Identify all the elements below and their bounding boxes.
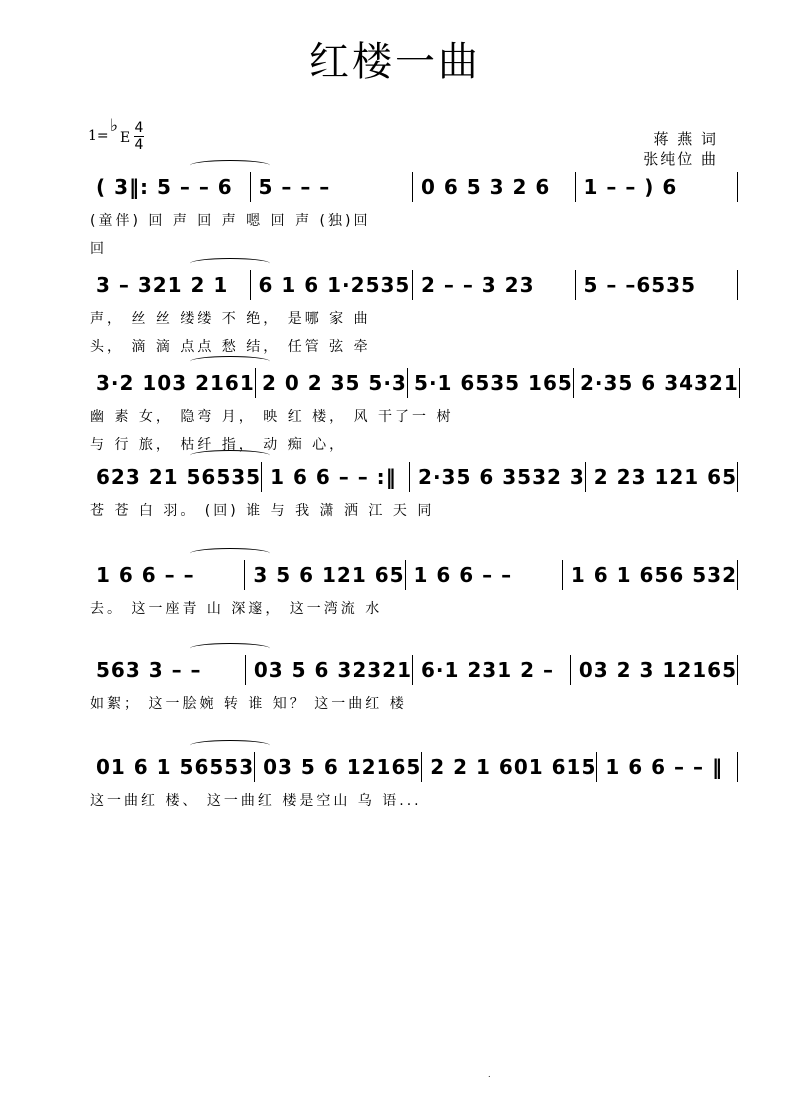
measure: 1 6 6 – – :‖ <box>270 465 397 489</box>
key-prefix: 1= <box>88 128 109 144</box>
lyric-line: 这一曲红 楼、 这一曲红 楼是空山 乌 语... <box>90 793 422 809</box>
measure: 1 6 6 – – ‖ <box>605 755 723 779</box>
slur-mark <box>190 548 270 559</box>
score-system <box>0 270 790 370</box>
measure: 5 – –6535 <box>583 273 697 297</box>
lyricist-credit: 蒋 燕 词 <box>653 130 718 148</box>
notes-row <box>90 560 740 590</box>
measure: 1 – – ) 6 <box>583 175 678 199</box>
footer-dot: . <box>488 1070 491 1079</box>
bar-line <box>737 655 740 685</box>
slur-mark <box>190 356 270 367</box>
measure: 01 6 1 56553 <box>96 755 255 779</box>
lyric-line: 头， 滴 滴 点点 愁 结， 任管 弦 牵 <box>90 339 371 355</box>
measure: 5 – – – <box>258 175 331 199</box>
lyric-line: 回 <box>90 241 107 257</box>
composer-credit: 张纯位 曲 <box>643 150 718 168</box>
time-top: 4 <box>134 120 144 136</box>
measure: 2 2 1 601 615 <box>430 755 597 779</box>
measure: 03 2 3 12165 <box>578 658 737 682</box>
measure: 03 5 6 12165 <box>263 755 422 779</box>
time-signature <box>134 120 144 153</box>
measure: 0 6 5 3 2 6 <box>421 175 551 199</box>
measure: 3 – 321 2 1 <box>96 273 229 297</box>
score-system <box>0 462 790 562</box>
measure: 1 6 1 656 532 <box>570 563 738 587</box>
key-note: E <box>120 130 131 146</box>
measure: 2·35 6 34321 <box>580 371 739 395</box>
notes-row <box>90 270 740 300</box>
measure: 5·1 6535 165 <box>414 371 573 395</box>
measure: 03 5 6 32321 <box>253 658 412 682</box>
bar-line <box>737 752 740 782</box>
bar-line <box>739 368 740 398</box>
score-system <box>0 172 790 272</box>
measure: 6·1 231 2 – <box>421 658 554 682</box>
bar-line <box>737 172 740 202</box>
bar-line <box>737 462 740 492</box>
lyric-line: 苍 苍 白 羽。 (回) 谁 与 我 潇 洒 江 天 同 <box>90 503 435 519</box>
key-signature <box>88 118 168 158</box>
score-system <box>0 655 790 755</box>
time-bottom: 4 <box>134 137 144 153</box>
lyric-line: 幽 素 女， 隐弯 月， 映 红 楼， 风 干了一 树 <box>90 409 454 425</box>
measure: 563 3 – – <box>96 658 202 682</box>
lyric-line: 与 行 旅， 枯纤 指， 动 痴 心， <box>90 437 347 453</box>
bar-line <box>737 560 740 590</box>
notes-row <box>90 752 740 782</box>
lyric-line: 如絮； 这一脍婉 转 谁 知？ 这一曲红 楼 <box>90 696 407 712</box>
measure: 2 0 2 35 5·3 <box>261 371 407 395</box>
measure: 2·35 6 3532 3 <box>418 465 585 489</box>
measure: 3·2 103 2161 <box>96 371 255 395</box>
slur-mark <box>190 258 270 269</box>
measure: 6 1 6 1·2535 <box>258 273 411 297</box>
measure: 1 6 6 – – <box>96 563 195 587</box>
measure: 2 – – 3 23 <box>421 273 535 297</box>
score-system <box>0 368 790 468</box>
slur-mark <box>190 740 270 751</box>
slur-mark <box>190 450 270 461</box>
slur-mark <box>190 643 270 654</box>
measure: 2 23 121 65 <box>593 465 737 489</box>
notes-row <box>90 655 740 685</box>
lyric-line: (童伴) 回 声 回 声 嗯 回 声 (独)回 <box>90 213 371 229</box>
slur-mark <box>190 160 270 171</box>
score-system <box>0 560 790 660</box>
lyric-line: 去。 这一座青 山 深邃， 这一湾流 水 <box>90 601 383 617</box>
notes-row <box>90 368 740 398</box>
song-title: 红楼一曲 <box>309 39 481 85</box>
measure: ( 3‖: 5 – – 6 <box>96 175 233 199</box>
flat-sign: ♭ <box>110 116 119 136</box>
bar-line <box>737 270 740 300</box>
score-system <box>0 752 790 852</box>
notes-row <box>90 172 740 202</box>
lyric-line: 声， 丝 丝 缕缕 不 绝， 是哪 家 曲 <box>90 311 371 327</box>
measure: 1 6 6 – – <box>413 563 513 587</box>
measure: 623 21 56535 <box>96 465 262 489</box>
notes-row <box>90 462 740 492</box>
measure: 3 5 6 121 65 <box>253 563 405 587</box>
